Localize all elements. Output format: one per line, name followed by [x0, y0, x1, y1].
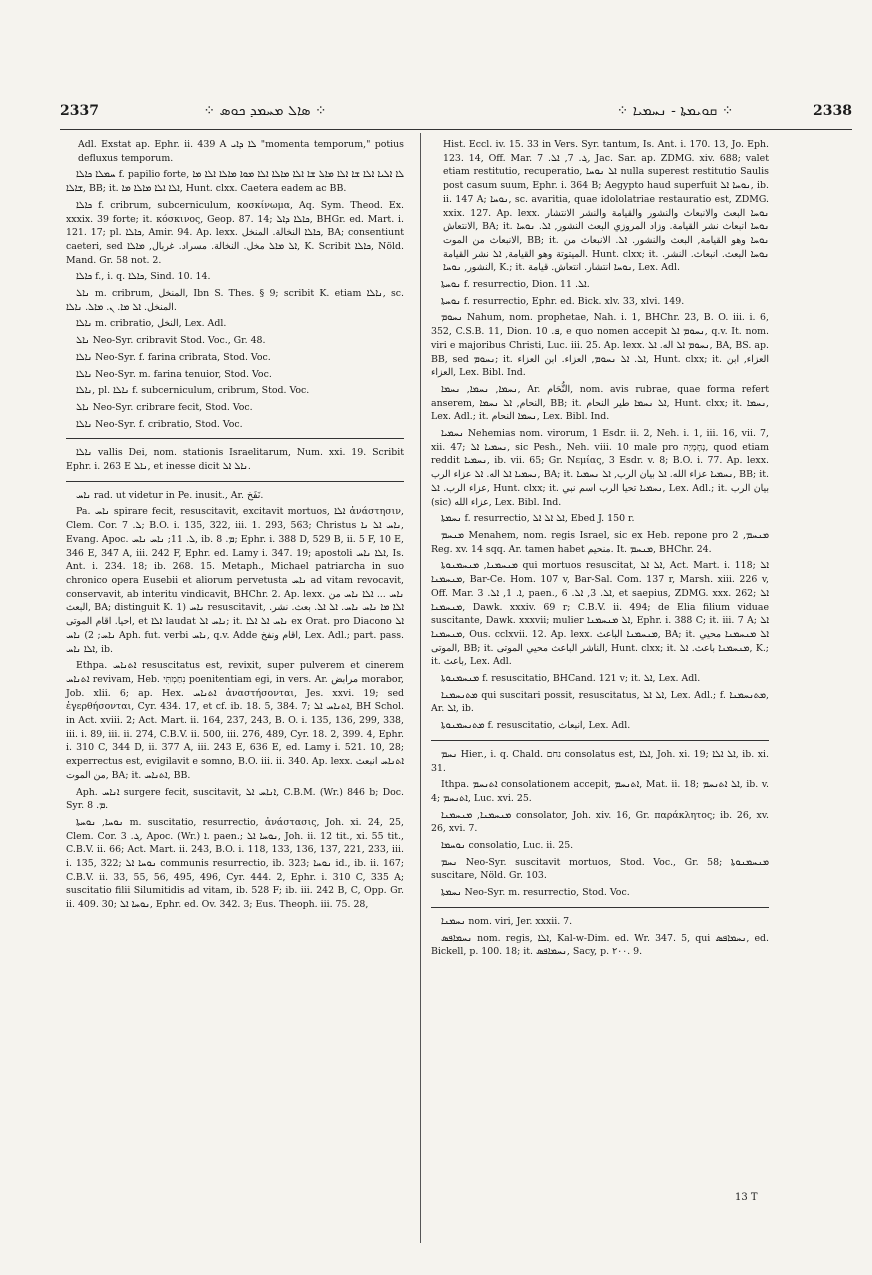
entry: ܡܢܚܡܢܐ, ܡܢܚܡܢܐ consolator, Joh. xiv. 16, Gr. παράκλητος; ib. 26, xv. 26, xvi. 7. [431, 809, 769, 835]
running-head-left: ⁘ ܣܐܠ ܡܚܡܕ ܟܘܣ ⁘ [203, 103, 327, 119]
entry: ܢܚܡܬܐ Neo-Syr. m. resurrectio, Stod. Voc. [441, 887, 630, 899]
entry: ܢܘܚܐ, ܢܘܚܬܐ m. suscitatio, resurrectio, ἀνάστασις, Joh. xi. 24, 25, Clem. Cor. ܓ. 3, Apoc. (Wr.) ܐ. paen.; ܢܘܚܐ ܐܠ, Joh. ii. 12 tit., xi. 55 tit., C.B.V. ii. 66; Act. Mart. ii. 243, B.O. i. 118, 133, 136, 137, 221, 233, iii. i. 135, 322; ܢܘܚܐ ܐܠ communis resurrectio, ib. 323; ܢܘܚܐ id., ib. ii. 167; C.B.V. ii. 33, 55, 56, 495, 496, Cyr. 444. 2, Ephr. i. 310 C, 335 A; suscitatio filii Silumitidis ad vitam, ib. 528 F; ib. iii. 242 B, C, Opp. Gr. ii. 409. 30; ܢܘܚܐ ܐܠ, Ephr. ed. Ov. 342. 3; Eus. Theoph. iii. 75. 28, [66, 816, 404, 911]
running-head-right: ⁘ ܩܘܝܡܬܐ - ܢܚܡܝܐ ⁘ [616, 103, 734, 119]
entry: ܢܐܠܐ Neo-Syr. f. farina cribrata, Stod. Voc. [76, 351, 271, 363]
entry: ܡܬܢܚܡܢܐ qui suscitari possit, resuscitatus, ܐܠ ܐܠ, Lex. Adl.; f. ܡܬܢܚܡܢܐ, Ar. ܐܠ, ib. [431, 689, 770, 715]
entry: ܢܐܠܐ Neo-Syr. m. farina tenuior, Stod. Voc. [76, 368, 272, 380]
page-number-left: 2337 [60, 103, 99, 119]
entry: ܢܚܡ Hier., i. q. Chald. נחם consolatus est, ܐܠܐ, Joh. xi. 19; ܐܠ ܐܠܐ, ib. xi. 31. [431, 748, 769, 774]
entry: ܢܘܚܬܐ f. resurrectio, Dion. ܐܠ. 11. [441, 279, 590, 291]
entry: ܡܢܚܡܢܐ, ܡܢܚܡܢܘܬܐ qui mortuos resuscitat, ܐܠ ܐܠ, Act. Mart. i. 118; ܐܠ ܡܢܚܡܢܐ, Bar-Ce. Hom. 107 v, Bar-Sal. Com. 137 r, Marsh. xiii. 226 v, Off. Mar. ܐ. 1, ܐܠ. 3, paen., ܐܠ. 3, ܐܠ. 6, et saepius, ZDMG. xxx. 262; ܐܠ ܡܢܚܡܢܐ, Dawk. xxxiv. 69 r; C.B.V. ii. 494; de Elia filium viduae suscitante, Dawk. xxxvii; mulier ܐܠ ܡܢܚܡܢܐ, Ephr. i. 388 C; it. iii. 7 A; ܐܠ ܡܢܚܡܢܐ, Ous. cclxvii. 12. Ap. lexx. ܡܢܚܡܢܐ الباعث, BA; it. ܐܠ ܡܢܚܡܢܐ محيي الموتى, BB; it. الناشر الباعث محيي الموتى, Hunt. clxx; it. ܡܢܚܡܢܐ باعث. ܐܠ, K.; it. باعث, Lex. Adl. [431, 560, 770, 668]
header-rule [60, 129, 852, 130]
section-rule [431, 907, 769, 908]
entry: ܢܚܡܐܦܣ nom. regis, ܐܠܐ, Kal-w-Dim. ed. Wr. 347. 5, qui ܢܚܡܐܦܣ, ed. Bickell, p. 100. 18; it. ܢܚܡܐܦܣ, Sacy, p. ۲۰۰. 9. [431, 932, 769, 958]
entry: ܢܐܚ rad. ut videtur in Pe. inusit., Ar. نَفَخ. [76, 489, 264, 501]
entry: ܢܐܠܐ vallis Dei, nom. stationis Israelitarum, Num. xxi. 19. Scribit Ephr. i. 263 E ܢܐܠ, et inesse dicit ܢܐܠ ܐܠ. [66, 447, 404, 473]
entry: ܢܚܡܝܐ Nehemias nom. virorum, 1 Esdr. ii. 2, Neh. i. 1, iii. 16, vii. 7, xii. 47; ܢܚܡܝܐ ܐܠ, sic Pesh., Neh. viii. 10 male pro נְחֶמְיָה, quod etiam reddit ܢܚܡܝܐ, ib. vii. 65; Gr. Νεμίας, 3 Esdr. v. 8; B.O. i. 77. Ap. lexx. ܢܚܡܝܐ ܐܠ اله. ܐܠ عزاء الرب, BA; it. ܢܚܡܝܐ عزاء الله. ܐܠ بيان الرب, ܐܠ ܢܚܡܝܐ, BB; it. عزاء الرب. ܐܠ, Hunt. clxx; it. ܢܚܡܝܐ تحيا الرب اسم نبي, Lex. Adl.; it. بيان الرب (sic) عزاء الله, Lex. Bibl. Ind. [431, 428, 770, 508]
entry: Aph. ܐܢܐܚ surgere fecit, suscitavit, ܐܢܐܚ ܐܠ, C.B.M. (Wr.) 846 b; Doc. Syr. ܡ. 8. [66, 786, 404, 812]
entry: Adl. Exstat ap. Ephr. ii. 439 A ܠܐ ܕܐܝ "momenta temporum," potius defluxus temporum. [78, 139, 404, 164]
entry: ܢܐܠܐ, pl. ܢܐܠܐ f. subcerniculum, cribrum, Stod. Voc. [76, 385, 310, 397]
entry: ܢܘܚܬܐ f. resurrectio, Ephr. ed. Bick. xlv. 33, xlvi. 149. [441, 295, 685, 307]
section-rule [66, 438, 404, 439]
printer-signature: 13 T [735, 1192, 758, 1203]
running-header [60, 103, 852, 123]
entry: Pa. ܢܐܚ spirare fecit, resuscitavit, excitavit mortuos, ܐܠܐ ἀνάστησιν, Clem. Cor. ܠ. 7; B.O. i. 135, 322, iii. 1. 293, 563; Christus ܢܐܚ ܐܠ ܢܐ, Evang. Apoc. ܠ. 11; ܢܐܚ ܢܐܚ, ib. ܡ. 8; Ephr. i. 388 D, 529 B, ii. 5 F, 10 E, 346 E, 347 A, iii. 242 F, Ephr. ed. Lamy i. 347. 19; apostoli ܐܠܐ ܢܐܚ, Is. Ant. i. 234. 18; ib. 268. 15. Metaph., Michael patriarcha in suo chronico opera Eusebii et aliorum pervetusta ܢܐܚ ad vitam revocavit, conservavit, ab interitu vindicavit, BHChr. 2. Ap. lexx. ܢܐܚ ... ܐܠܐ ܢܐܚ من البعث, BA; distinguit K. 1) ܢܐܚ resuscitavit, ܐܠܐ ܡܐ ܢܐܚ ܢܐܚ. ܐܠ ܐܠ. بعث. نشر. احيا. اقام الموتى, et ܐܠܐ laudat ܢܐܚ ܐܠ; it. ܢܐܚ ܐܠ ܐܠܐ ex Orat. pro Diacono ܐܠ ܢܐܚ; 2) ܢܐܚ Aph. fut. verbi ܢܐܚ, q.v. Adde اقام ونفخ, Lex. Adl.; part. pass. ܐܠܐ ܢܐܚ, ib. [66, 506, 405, 655]
entry: ܚܡܠܐ ܟܐܠܐ f. papilio forte, ܠܐ ܐܠܝܐ ܐܠܐ ܫܐ ܐܠܐ ܡܐܠ ܫܐ ܐܠܐ ܡܐܠܐ ܐܠܐ ܡܘܐ ܡܐܠܐ ܐܠܐ ܡܐ ܫܐܠܐ, BB; it. ܐܠܐ ܐܠܐ ܡܐܠܐ ܡܐ, Hunt. clxx. Caetera eadem ac BB. [66, 169, 404, 195]
entry: ܟܐܠܐ f. cribrum, subcerniculum, κοσκίνωμα, Aq. Sym. Theod. Ex. xxxix. 39 forte; it. κόσκινος, Geop. 87. 14; ܟܐܠܐ ܕܐܠ, BHGr. ed. Mart. i. 121. 17; pl. ܟܐܠܐ, Amir. 94. Ap. lexx. ܟܐܠܐ النخالة. المنخل, BA; consentiunt caeteri, sed ܐܠ ܡܐܠ مخل. النخالة. مسراد. غربال, ܡܐܠܐ, K. Scribit ܟܐܠܐ, Nöld. Mand. Gr. 58 not. 2. [66, 199, 405, 266]
right-column [431, 138, 769, 962]
entry: ܢܐܠ Neo-Syr. cribrare fecit, Stod. Voc. [76, 401, 253, 413]
entry: ܢܐܠܐ Neo-Syr. f. cribratio, Stod. Voc. [76, 418, 243, 430]
entry: ܢܚܡ Neo-Syr. suscitavit mortuos, Stod. Voc., Gr. 58; ܡܢܚܡܢܘܬܐ suscitare, Nöld. Gr. 103. [431, 856, 769, 882]
entry: Ethpa. ܐܬܢܐܚ resuscitatus est, revixit, super pulverem et cinerem ܐܬܢܐܚ revivam, Heb. נִחַמְתִּי poenitentiam egi, in vers. Ar. مرابض morabor, Job. xlii. 6; ap. Hex. ܐܬܢܐܚ ἀναστήσονται, Jes. xxvi. 19; sed ἐγερθήσονται, Cyr. 434. 17, et cf. ib. 18. 5, 384. 7; ܐܬܢܐܚ ܐܠ, BH Schol. in Act. xviii. 2; Act. Mart. ii. 164, 237, 243, B. O. i. 135, 136, 299, 338, iii. i. 89, iii. ii. 274, C.B.V. ii. 500, iii. 276, 489, Cyr. 18. 2, 399. 4, Ephr. i. 310 C, 344 D, ii. 377 A, iii. 243 E, 636 E, ed. Lamy i. 521. 10, 28; experrectus est, evigilavit e somno, B.O. iii. ii. 340. Ap. lexx. ܐܬܢܐܚ انبعث من الموت, BA; it. ܐܬܢܐܚ, BB. [66, 660, 405, 781]
section-rule [66, 481, 404, 482]
entry: Hist. Eccl. iv. 15. 33 in Vers. Syr. tantum, Is. Ant. i. 170. 13, Jo. Eph. 123. 14, Off. Mar. ܓ. 7, ܐܠ. 7, Jac. Sar. ap. ZDMG. xiv. 688; valet etiam restitutio, recuperatio, ܐܠ ܢܘܚܐ nulla superest restitutio Saulis post casum suum, Ephr. i. 364 B; Aegypto haud superfuit ܢܘܚܐ ܐܠ, ib. ii. 147 A; ܢܘܚܐ, sc. avaritia, quae idololatriae restauratio est, ZDMG. xxix. 127. Ap. lexx. ܢܘܚܐ البعث والانبعاث والنشور والقيامة والنشر الانتشار الانتعاش, BA; it. ܢܘܚܐ انبعاث نشر القيامة. وزاد المروزي البعث النشور, ܐܠ. ܢܘܚܐ الانبعاث من الموت, BB; it. ܢܘܚܐ وهو القيامة, البعث والنشور. ܐܠ. الانبعاث من الميتوتة وهو القيامة, ܐܠ نشر القيامة. Hunt. clxx; it. ܢܘܚܐ البعث. انبعاث. النشر. النشور, ܢܘܚܐ, K.; it. ܢܘܚܐ انتشار. انتعاش. قيامة, Lex. Adl. [443, 139, 770, 274]
entry: ܟܐܠܐ f., i. q. ܟܐܠܐ, Sind. 10. 14. [76, 271, 211, 283]
column-divider [420, 133, 421, 1243]
entry: ܢܐܠ m. cribrum, المنخل, Ibn S. Thes. § 9; scribit K. etiam ܢܐܠܐ, sc. المنخل. ܐܠ ܡܐ. ܢ. ܡܐܠ. ܢܐܠܐ. [66, 288, 404, 313]
entry: ܢܚܘܡ Nahum, nom. prophetae, Nah. i. 1, BHChr. 23, B. O. iii. i. 6, 352, C.S.B. 11, Dion. ܦ. 10, e quo nomen accepit ܢܚܘܡ ܐܠ, q.v. It. nom. viri e majoribus Christi, Luc. iii. 25. Ap. lexx. ܢܚܘܡ ܐܠ اله. ܐܠ, BA, BS. ap. BB, sed ܢܚܘܡ; it. ܐܠ. ܐܠ ܢܚܘܡ, العزاء. ابن العزاء, Hunt. clxx; it. العزاء, ابن العزاء, Lex. Bibl. Ind. [431, 312, 769, 379]
entry: Ithpa. ܐܬܢܚܡ consolationem accepit, ܐܬܢܚܡ, Mat. ii. 18; ܐܠ ܐܬܢܚܡ, ib. v. 4; ܐܬܢܚܡ, Luc. xvi. 25. [431, 779, 770, 804]
entry: ܢܚܡܬܐ f. resurrectio, ܐܠ ܐܠ ܐܠ, Ebed J. 150 r. [441, 513, 635, 525]
entry: ܡܬܢܚܡܢܘܬܐ f. resuscitatio, انبعاث, Lex. Adl. [441, 720, 631, 732]
section-rule [431, 740, 769, 741]
entry: ܢܘܚܡܐ consolatio, Luc. ii. 25. [441, 840, 574, 852]
page-number-right: 2338 [813, 103, 852, 119]
entry: ܢܐܠ Neo-Syr. cribravit Stod. Voc., Gr. 48. [76, 335, 266, 347]
entry: ܡܢܚܡ Menahem, nom. regis Israel, sic ex Heb. repone pro ܡܢܚܡ, 2 Reg. xv. 14 sqq. Ar. tamen habet منحيم. It. ܡܢܚܡ, BHChr. 24. [431, 529, 769, 555]
entry: ܢܐܠܐ m. cribratio, النخل, Lex. Adl. [76, 318, 227, 330]
entry: ܢܚܡܢܐ nom. viri, Jer. xxxii. 7. [441, 915, 573, 927]
left-column [66, 138, 404, 915]
entry: ܡܢܚܡܢܘܬܐ f. resuscitatio, BHCand. 121 v; it. ܐܠ, Lex. Adl. [441, 673, 701, 685]
entry: ܢܚܡܐ, ܢܚܡܐ, ܢܚܡܐ, Ar. النُّحَام, nom. avis rubrae, quae forma refert anserem, النحام, ܐܠ ܢܚܡܐ, BB; it. ܐܠ ܢܚܡܐ طير النحام, Hunt. clxx; it. ܢܚܡܐ, Lex. Adl.; it. ܢܚܡܐ النحام, Lex. Bibl. Ind. [431, 383, 769, 423]
